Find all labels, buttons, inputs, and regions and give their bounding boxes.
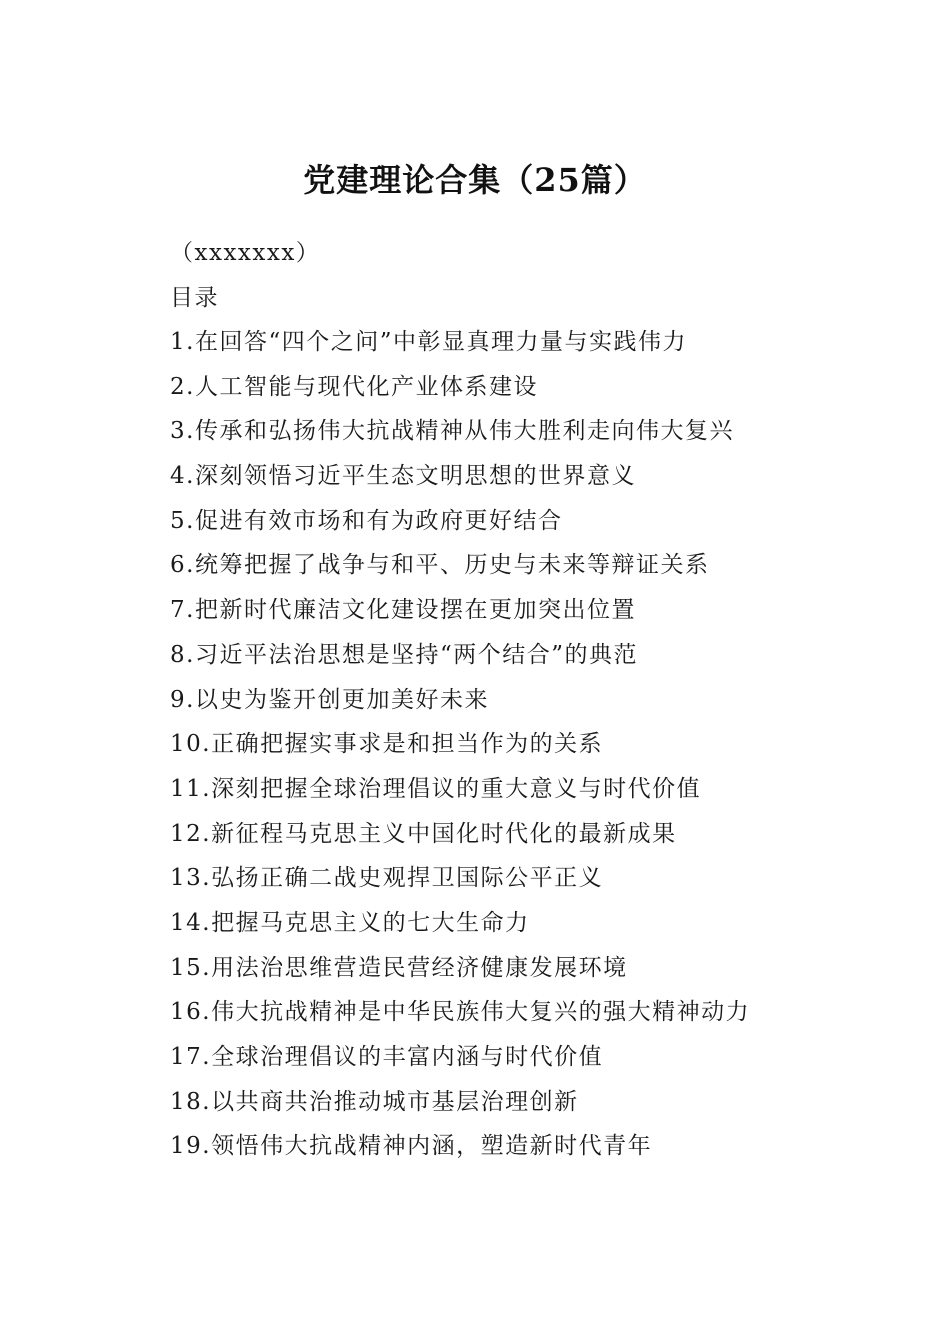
toc-item: 1.在回答“四个之问”中彰显真理力量与实践伟力 — [170, 329, 687, 355]
toc-item: 2.人工智能与现代化产业体系建设 — [170, 373, 538, 400]
toc-item: 16.伟大抗战精神是中华民族伟大复兴的强大精神动力 — [170, 999, 751, 1026]
toc-item: 14.把握马克思主义的七大生命力 — [170, 909, 530, 936]
toc-item: 19.领悟伟大抗战精神内涵，塑造新时代青年 — [170, 1133, 653, 1160]
toc-item: 13.弘扬正确二战史观捍卫国际公平正义 — [170, 865, 604, 892]
toc-item: 9.以史为鉴开创更加美好未来 — [170, 686, 489, 713]
toc-item: 10.正确把握实事求是和担当作为的关系 — [170, 731, 604, 758]
document-title: 党建理论合集（25篇） — [303, 161, 647, 200]
toc-list — [170, 325, 870, 1174]
toc-item: 15.用法治思维营造民营经济健康发展环境 — [170, 954, 628, 981]
toc-heading: 目录 — [170, 285, 219, 311]
toc-item: 17.全球治理倡议的丰富内涵与时代价值 — [170, 1044, 604, 1070]
toc-item: 3.传承和弘扬伟大抗战精神从伟大胜利走向伟大复兴 — [170, 418, 734, 445]
toc-item: 11.深刻把握全球治理倡议的重大意义与时代价值 — [170, 775, 702, 802]
toc-item: 12.新征程马克思主义中国化时代化的最新成果 — [170, 820, 677, 847]
toc-item: 4.深刻领悟习近平生态文明思想的世界意义 — [170, 463, 636, 490]
toc-item: 5.促进有效市场和有为政府更好结合 — [170, 507, 563, 534]
toc-item: 7.把新时代廉洁文化建设摆在更加突出位置 — [170, 597, 636, 624]
toc-item: 8.习近平法治思想是坚持“两个结合”的典范 — [170, 641, 638, 668]
toc-item: 18.以共商共治推动城市基层治理创新 — [170, 1088, 579, 1115]
toc-item: 6.统筹把握了战争与和平、历史与未来等辩证关系 — [170, 552, 710, 579]
author-line: （xxxxxxx） — [170, 240, 321, 266]
